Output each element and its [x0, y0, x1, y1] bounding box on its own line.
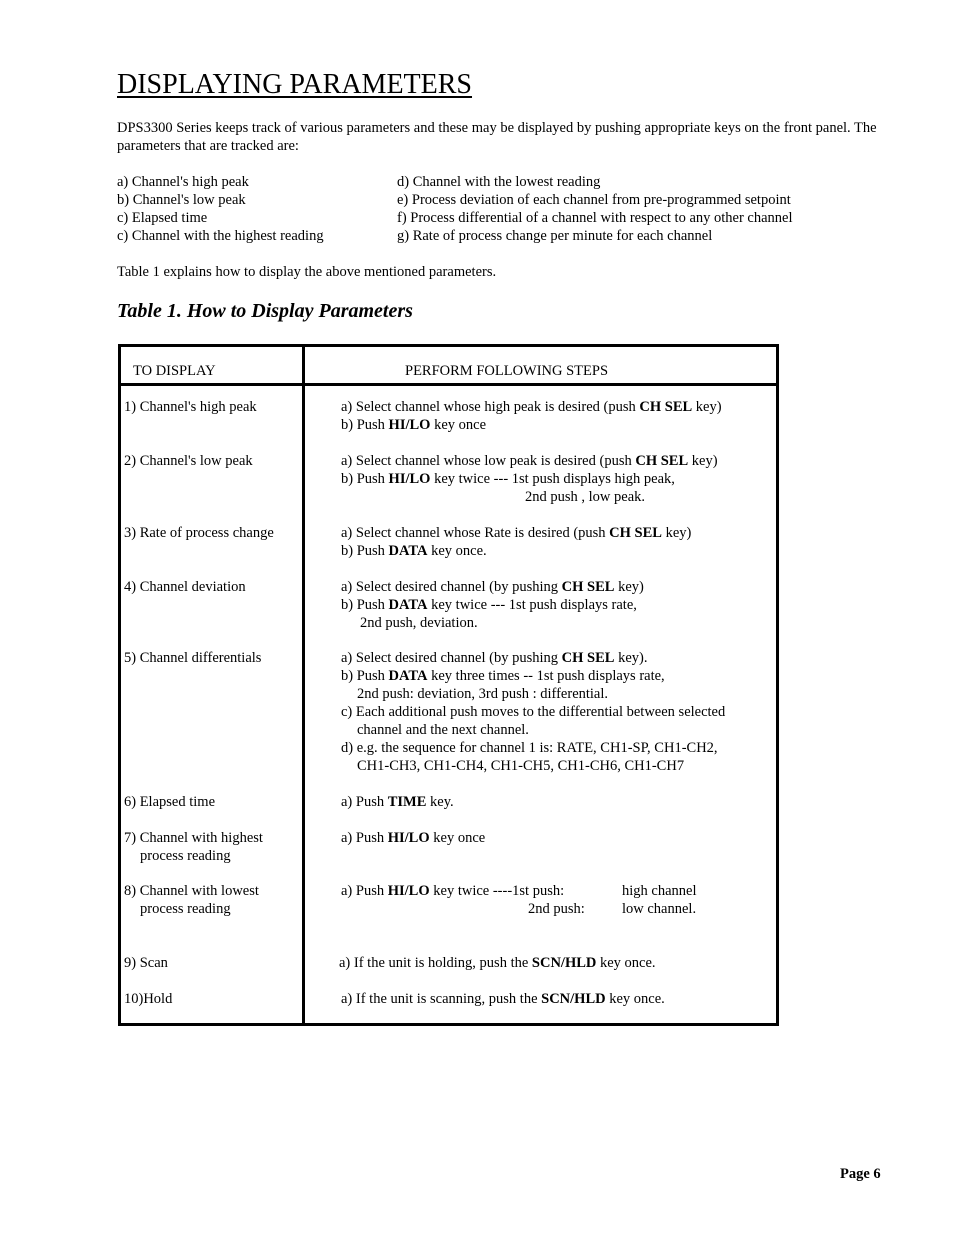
step-text: a) Push: [341, 883, 388, 899]
key-name: CH SEL: [609, 525, 662, 541]
param-e: e) Process deviation of each channel from pre-programmed setpoint: [397, 192, 791, 208]
step-text: key): [692, 399, 722, 415]
row-result: high channel: [622, 883, 697, 899]
step-text: key).: [614, 650, 648, 666]
step-text: b) Push: [341, 668, 389, 684]
key-name: SCN/HLD: [531, 955, 597, 971]
step-text: a) Push: [341, 794, 388, 810]
row-step-line: [525, 488, 645, 506]
param-f: f) Process differential of a channel with respect to any other channel: [397, 210, 793, 226]
row-step-line: [341, 882, 564, 900]
row-step-line: [341, 793, 454, 811]
table-header-divider: [121, 383, 776, 386]
row-label: 4) Channel deviation: [124, 579, 246, 595]
row-step-line: [339, 954, 656, 972]
row-label: 2) Channel's low peak: [124, 453, 253, 469]
key-name: DATA: [388, 668, 428, 684]
row-step-line: [341, 416, 486, 434]
step-text: key once: [429, 830, 486, 846]
row-step-line: [357, 757, 684, 775]
step-text: CH1-CH3, CH1-CH4, CH1-CH5, CH1-CH6, CH1-CH7: [357, 758, 685, 774]
row-step-line: [341, 578, 644, 596]
param-b: b) Channel's low peak: [117, 192, 246, 208]
key-name: HI/LO: [387, 883, 430, 899]
row-step-line: [341, 990, 665, 1008]
step-text: key twice ----1st push:: [429, 883, 565, 899]
step-text: channel and the next channel.: [357, 722, 529, 738]
step-text: c) Each additional push moves to the differential between selected: [341, 704, 726, 720]
row-label: 5) Channel differentials: [124, 650, 262, 666]
step-text: 2nd push , low peak.: [525, 489, 646, 505]
step-text: key twice --- 1st push displays high peak,: [430, 471, 675, 487]
row-step-line: [341, 470, 675, 488]
step-text: key once.: [596, 955, 656, 971]
row-label: 10)Hold: [124, 991, 173, 1007]
key-name: HI/LO: [388, 471, 431, 487]
row-step-line: [341, 524, 691, 542]
key-name: TIME: [387, 794, 427, 810]
row-label: 6) Elapsed time: [124, 794, 216, 810]
row-label: 1) Channel's high peak: [124, 399, 257, 415]
column-header-to-display: TO DISPLAY: [133, 363, 216, 379]
step-text: key twice --- 1st push displays rate,: [427, 597, 637, 613]
step-text: key three times -- 1st push displays rate,: [427, 668, 665, 684]
row-step-line: [341, 452, 718, 470]
row-step-line: [357, 685, 608, 703]
step-text: a) Push: [341, 830, 388, 846]
key-name: CH SEL: [639, 399, 693, 415]
step-text: key): [614, 579, 644, 595]
param-c-elapsed: c) Elapsed time: [117, 210, 208, 226]
key-name: HI/LO: [387, 830, 430, 846]
column-header-steps: PERFORM FOLLOWING STEPS: [405, 363, 609, 379]
row-step-line: [341, 596, 637, 614]
step-text: key once.: [605, 991, 665, 1007]
step-text: a) If the unit is scanning, push the: [341, 991, 542, 1007]
step-text: key once.: [427, 543, 487, 559]
key-name: DATA: [388, 597, 428, 613]
row-label: 7) Channel with highest: [124, 830, 263, 846]
step-text: 2nd push:: [528, 901, 585, 917]
row-step-line: [341, 703, 725, 721]
row-step-line: [341, 398, 722, 416]
parameters-table: [118, 344, 779, 1026]
row-step-line: [341, 649, 647, 667]
step-text: a) Select desired channel (by pushing: [341, 579, 562, 595]
row-step-line: [341, 829, 485, 847]
row-label: 3) Rate of process change: [124, 525, 274, 541]
page-number: Page 6: [840, 1166, 881, 1182]
table-caption: Table 1. How to Display Parameters: [117, 300, 413, 322]
key-name: CH SEL: [561, 650, 615, 666]
row-result: low channel.: [622, 901, 697, 917]
step-text: 2nd push, deviation.: [360, 615, 478, 631]
step-text: key once: [430, 417, 487, 433]
page-title: DISPLAYING PARAMETERS: [117, 69, 473, 100]
table-column-divider: [302, 347, 305, 1023]
row-step-line: [341, 667, 665, 685]
step-text: b) Push: [341, 543, 389, 559]
step-text: key): [661, 525, 692, 541]
row-label: 8) Channel with lowest: [124, 883, 259, 899]
param-a: a) Channel's high peak: [117, 174, 249, 190]
step-text: a) Select channel whose low peak is desired (push: [341, 453, 636, 469]
step-text: a) Select channel whose Rate is desired (push: [341, 525, 610, 541]
row-label: 9) Scan: [124, 955, 168, 971]
step-text: key): [688, 453, 718, 469]
step-text: a) Select channel whose high peak is desired (push: [341, 399, 640, 415]
param-d: d) Channel with the lowest reading: [397, 174, 601, 190]
step-text: b) Push: [341, 597, 389, 613]
step-text: 2nd push: deviation, 3rd push : differential.: [357, 686, 609, 702]
row-label: process reading: [140, 901, 231, 917]
row-label: process reading: [140, 848, 231, 864]
key-name: HI/LO: [388, 417, 431, 433]
key-name: CH SEL: [635, 453, 689, 469]
row-step-line: [528, 900, 585, 918]
step-text: a) If the unit is holding, push the: [339, 955, 532, 971]
row-step-line: [341, 542, 487, 560]
step-text: b) Push: [341, 417, 389, 433]
key-name: SCN/HLD: [541, 991, 606, 1007]
step-text: key.: [426, 794, 454, 810]
step-text: a) Select desired channel (by pushing: [341, 650, 562, 666]
intro-paragraph: DPS3300 Series keeps track of various parameters and these may be displayed by pushing appropriate keys on the front panel. The parameters that are tracked are:: [117, 120, 877, 154]
key-name: DATA: [388, 543, 428, 559]
param-c-highest: c) Channel with the highest reading: [117, 228, 324, 244]
step-text: d) e.g. the sequence for channel 1 is: RATE, CH1-SP, CH1-CH2,: [341, 740, 718, 756]
step-text: b) Push: [341, 471, 389, 487]
param-g: g) Rate of process change per minute for each channel: [397, 228, 713, 244]
row-step-line: [341, 739, 718, 757]
table-reference-text: Table 1 explains how to display the above mentioned parameters.: [117, 264, 497, 280]
row-step-line: [357, 721, 529, 739]
row-step-line: [360, 614, 478, 632]
key-name: CH SEL: [561, 579, 615, 595]
